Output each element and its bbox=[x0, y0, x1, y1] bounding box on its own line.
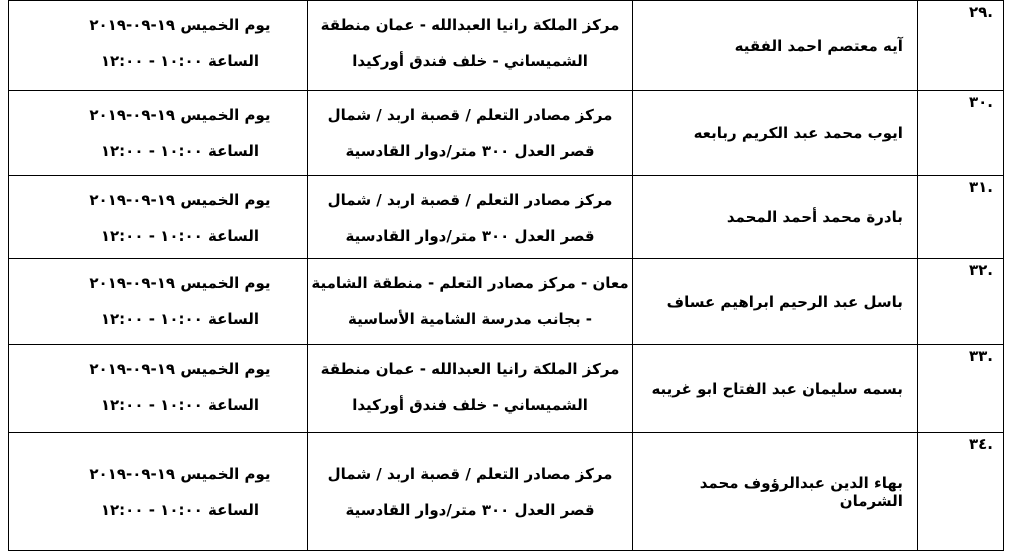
time-line: الساعة ١٠:٠٠ - ١٢:٠٠ bbox=[100, 142, 260, 160]
date-line: يوم الخميس ١٩-٠٩-٢٠١٩ bbox=[89, 464, 271, 483]
row-number: .٢٩ bbox=[917, 1, 1003, 91]
time-line: الساعة ١٠:٠٠ - ١٢:٠٠ bbox=[100, 310, 260, 328]
location-line-2: - بجانب مدرسة الشامية الأساسية bbox=[348, 310, 593, 328]
date-line: يوم الخميس ١٩-٠٩-٢٠١٩ bbox=[89, 360, 271, 378]
table-row bbox=[9, 259, 1004, 345]
student-name: بسمه سليمان عبد الفتاح ابو غريبه bbox=[633, 345, 918, 433]
exam-location bbox=[307, 259, 632, 345]
exam-date bbox=[9, 91, 308, 176]
location-line-1: مركز الملكة رانيا العبدالله - عمان منطقة bbox=[320, 16, 620, 34]
row-number: .٣٣ bbox=[917, 345, 1003, 433]
table-row bbox=[9, 1, 1004, 91]
exam-date bbox=[9, 345, 308, 433]
location-line-2: قصر العدل ٣٠٠ متر/دوار القادسية bbox=[345, 142, 595, 160]
date-line: يوم الخميس ١٩-٠٩-٢٠١٩ bbox=[89, 274, 271, 292]
date-line: يوم الخميس ١٩-٠٩-٢٠١٩ bbox=[89, 16, 271, 34]
student-name: بهاء الدين عبدالرؤوف محمد الشرمان bbox=[633, 433, 918, 551]
location-line-1: مركز مصادر التعلم / قصبة اربد / شمال bbox=[327, 106, 613, 124]
table-row bbox=[9, 345, 1004, 433]
location-line-1: معان - مركز مصادر التعلم - منطقة الشامية bbox=[311, 274, 629, 292]
location-line-2: قصر العدل ٣٠٠ متر/دوار القادسية bbox=[345, 500, 595, 519]
date-line: يوم الخميس ١٩-٠٩-٢٠١٩ bbox=[89, 106, 271, 124]
location-line-2: الشميساني - خلف فندق أوركيدا bbox=[352, 52, 588, 70]
student-name: بادرة محمد أحمد المحمد bbox=[633, 176, 918, 259]
time-line: الساعة ١٠:٠٠ - ١٢:٠٠ bbox=[100, 52, 260, 70]
student-name: باسل عبد الرحيم ابراهيم عساف bbox=[633, 259, 918, 345]
time-line: الساعة ١٠:٠٠ - ١٢:٠٠ bbox=[100, 500, 260, 519]
time-line: الساعة ١٠:٠٠ - ١٢:٠٠ bbox=[100, 227, 260, 245]
location-line-1: مركز الملكة رانيا العبدالله - عمان منطقة bbox=[320, 360, 620, 378]
exam-date bbox=[9, 259, 308, 345]
exam-location bbox=[307, 91, 632, 176]
exam-date bbox=[9, 1, 308, 91]
location-line-1: مركز مصادر التعلم / قصبة اربد / شمال bbox=[327, 191, 613, 209]
location-line-2: قصر العدل ٣٠٠ متر/دوار القادسية bbox=[345, 227, 595, 245]
exam-location bbox=[307, 345, 632, 433]
student-name: ايوب محمد عبد الكريم ربابعه bbox=[633, 91, 918, 176]
table-row bbox=[9, 176, 1004, 259]
exam-location bbox=[307, 1, 632, 91]
location-line-1: مركز مصادر التعلم / قصبة اربد / شمال bbox=[327, 464, 613, 483]
row-number: .٣١ bbox=[917, 176, 1003, 259]
row-number: .٣٠ bbox=[917, 91, 1003, 176]
exam-date bbox=[9, 433, 308, 551]
location-line-2: الشميساني - خلف فندق أوركيدا bbox=[352, 396, 588, 414]
row-number: .٣٢ bbox=[917, 259, 1003, 345]
table-row bbox=[9, 433, 1004, 551]
row-number: .٣٤ bbox=[917, 433, 1003, 551]
student-name: آيه معتصم احمد الفقيه bbox=[633, 1, 918, 91]
exam-location bbox=[307, 433, 632, 551]
date-line: يوم الخميس ١٩-٠٩-٢٠١٩ bbox=[89, 191, 271, 209]
table-row bbox=[9, 91, 1004, 176]
exam-schedule-table bbox=[8, 0, 1004, 551]
time-line: الساعة ١٠:٠٠ - ١٢:٠٠ bbox=[100, 396, 260, 414]
exam-date bbox=[9, 176, 308, 259]
exam-location bbox=[307, 176, 632, 259]
